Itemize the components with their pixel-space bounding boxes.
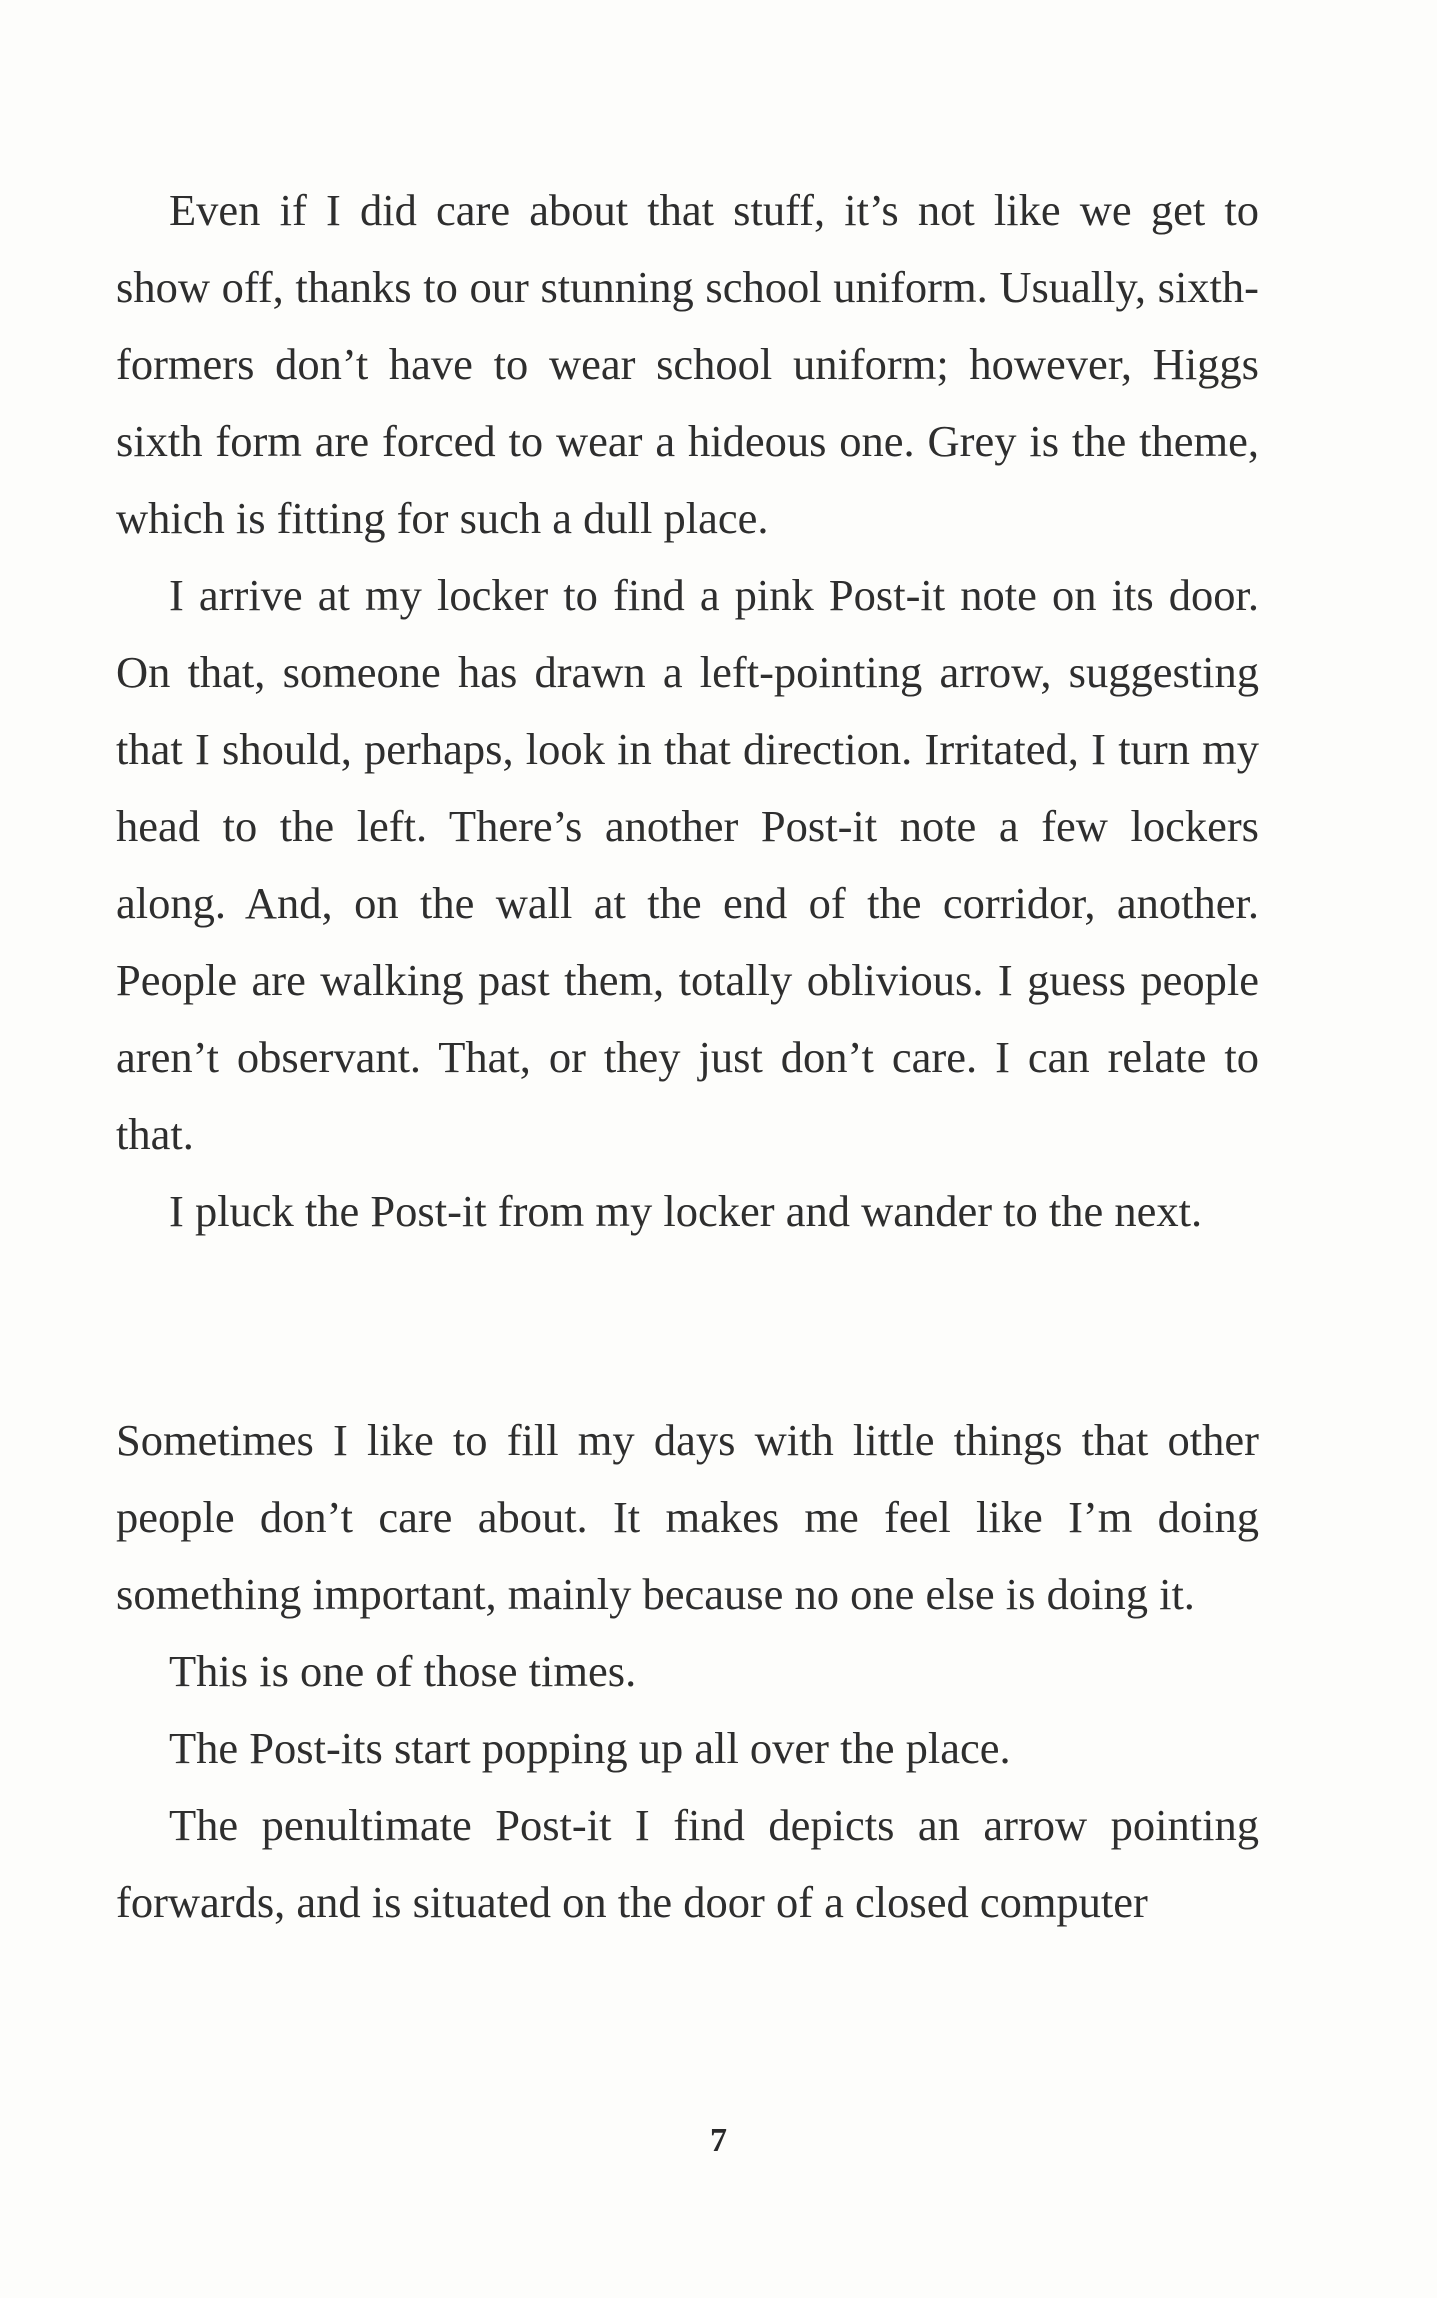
paragraph: The penultimate Post-it I find depicts an arrow pointing forwards, and is situated on the door of a closed computer bbox=[116, 1800, 1259, 1927]
page-number: 7 bbox=[710, 2122, 727, 2159]
paragraph: This is one of those times. bbox=[169, 1646, 637, 1696]
paragraph: Even if I did care about that stuff, it’s not like we get to show off, thanks to our stunning school uniform. Usually, sixth-formers don’t have to wear school uniform; however, Higgs sixth form are forced to wear a hideous one. Grey is the theme, which is fitting for such a dull place. bbox=[116, 185, 1259, 543]
paragraph: The Post-its start popping up all over the place. bbox=[169, 1723, 1011, 1773]
text-section-2 bbox=[116, 1402, 1259, 1941]
paragraph: I pluck the Post-it from my locker and wander to the next. bbox=[169, 1186, 1203, 1236]
paragraph: Sometimes I like to fill my days with little things that other people don’t care about. It makes me feel like I’m doing something important, mainly because no one else is doing it. bbox=[116, 1415, 1259, 1619]
paragraph: I arrive at my locker to find a pink Post-it note on its door. On that, someone has drawn a left-pointing arrow, suggesting that I should, perhaps, look in that direction. Irritated, I turn my head to the left. There’s another Post-it note a few lockers along. And, on the wall at the end of the corridor, another. People are walking past them, totally oblivious. I guess people aren’t observant. That, or they just don’t care. I can relate to that. bbox=[116, 570, 1259, 1159]
text-section-1 bbox=[116, 172, 1259, 1250]
